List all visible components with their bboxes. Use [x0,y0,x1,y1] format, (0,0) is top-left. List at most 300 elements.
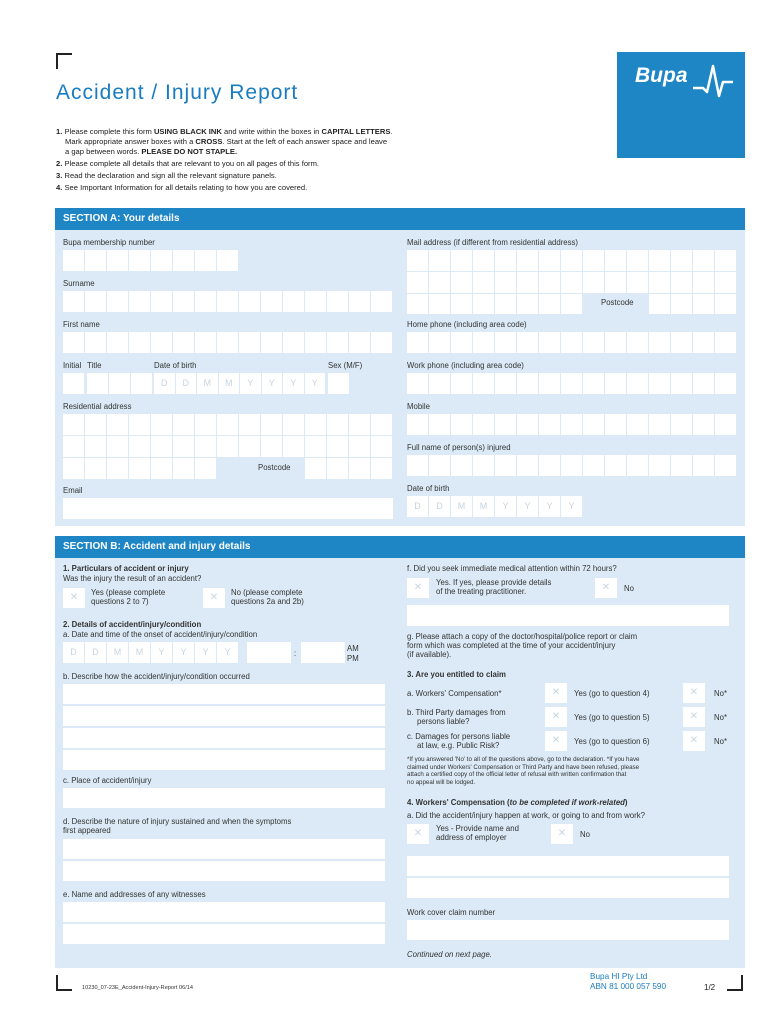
q2e-label: e. Name and addresses of any witnesses [63,890,206,899]
char-cell[interactable] [85,291,107,312]
page-title: Accident / Injury Report [56,81,299,104]
char-cell[interactable] [429,455,451,476]
char-cell[interactable] [561,414,583,435]
char-cell[interactable] [85,458,107,479]
char-cell[interactable] [649,272,671,293]
q2b-line-4[interactable] [63,750,385,770]
q2b-line-3[interactable] [63,728,385,748]
char-cell[interactable] [451,272,473,293]
q3b-no-checkbox[interactable]: ✕ [683,707,705,727]
char-cell[interactable] [283,436,305,457]
char-cell[interactable] [561,250,583,271]
sex-label: Sex (M/F) [328,361,363,370]
char-cell[interactable] [195,332,217,353]
char-cell[interactable] [671,455,693,476]
char-cell[interactable] [561,455,583,476]
q1-no-label: No (please complete questions 2a and 2b) [231,588,304,606]
char-cell[interactable]: Y [539,496,561,517]
char-cell[interactable] [561,332,583,353]
q4-yes-label: Yes - Provide name and address of employer [436,824,519,842]
char-cell[interactable] [239,436,261,457]
char-cell[interactable] [107,332,129,353]
char-cell[interactable]: Y [151,642,173,663]
mail-address-line-3[interactable] [407,294,583,314]
char-cell[interactable] [217,436,239,457]
residential-address-line-2[interactable] [63,436,393,457]
q2b-line-2[interactable] [63,706,385,726]
char-cell[interactable] [627,250,649,271]
home-phone-label: Home phone (including area code) [407,320,527,329]
brand-name: Bupa [635,64,688,87]
char-cell[interactable] [473,294,495,314]
char-cell[interactable] [671,250,693,271]
char-cell[interactable] [305,458,327,479]
char-cell[interactable] [715,373,737,394]
section-a-body [55,230,745,526]
char-cell[interactable] [261,332,283,353]
char-cell[interactable]: Y [283,373,305,394]
char-cell[interactable] [283,291,305,312]
char-cell[interactable]: Y [561,496,583,517]
char-cell[interactable] [63,414,85,435]
char-cell[interactable] [217,414,239,435]
char-cell[interactable] [649,414,671,435]
char-cell[interactable]: D [63,642,85,663]
char-cell[interactable] [349,291,371,312]
char-cell[interactable] [407,272,429,293]
q3b-no-label: No* [714,713,728,722]
char-cell[interactable] [327,332,349,353]
char-cell[interactable] [107,250,129,271]
char-cell[interactable] [473,250,495,271]
work-phone-label: Work phone (including area code) [407,361,524,370]
char-cell[interactable] [605,332,627,353]
char-cell[interactable] [239,414,261,435]
char-cell[interactable] [349,436,371,457]
q2c-field[interactable] [63,788,385,808]
time-minutes-field[interactable] [301,642,345,663]
char-cell[interactable] [151,458,173,479]
am-label: AM [347,644,359,653]
char-cell[interactable] [371,332,393,353]
surname-field[interactable] [63,291,393,312]
char-cell[interactable] [129,436,151,457]
injured-name-field[interactable] [407,455,737,476]
email-label: Email [63,486,83,495]
char-cell[interactable]: Y [195,642,217,663]
char-cell[interactable] [627,272,649,293]
q4a-label: a. Did the accident/injury happen at work, or going to and from work? [407,811,645,820]
q1-title: 1. Particulars of accident or injury [63,564,189,573]
pm-label: PM [347,654,359,663]
home-phone-field[interactable] [407,332,737,353]
char-cell[interactable] [715,250,737,271]
sex-field[interactable] [328,373,350,394]
char-cell[interactable] [649,455,671,476]
residential-address-line-3[interactable] [63,458,217,479]
instruction-3: 3. Read the declaration and sign all the relevant signature panels. [56,171,277,180]
char-cell[interactable] [605,414,627,435]
char-cell[interactable] [85,332,107,353]
q2e-line-1[interactable] [63,902,385,922]
char-cell[interactable] [327,436,349,457]
char-cell[interactable] [195,458,217,479]
char-cell[interactable] [671,373,693,394]
bupa-logo [617,52,745,158]
q3b-yes-checkbox[interactable]: ✕ [545,707,567,727]
char-cell[interactable] [429,250,451,271]
employer-line-2[interactable] [407,878,729,898]
char-cell[interactable] [407,455,429,476]
char-cell[interactable]: Y [173,642,195,663]
char-cell[interactable] [283,332,305,353]
char-cell[interactable] [87,373,109,394]
char-cell[interactable] [451,332,473,353]
char-cell[interactable] [561,294,583,314]
char-cell[interactable]: M [129,642,151,663]
q2e-line-2[interactable] [63,924,385,944]
char-cell[interactable] [649,332,671,353]
q2f-yes-label: Yes. If yes, please provide details of the treating practitioner. [436,578,552,596]
char-cell[interactable] [327,458,349,479]
char-cell[interactable] [195,414,217,435]
char-cell[interactable] [305,436,327,457]
char-cell[interactable] [173,458,195,479]
time-colon: : [294,649,297,658]
char-cell[interactable] [539,294,561,314]
char-cell[interactable] [627,414,649,435]
char-cell[interactable] [63,291,85,312]
char-cell[interactable] [693,294,715,314]
char-cell[interactable] [261,436,283,457]
char-cell[interactable] [715,332,737,353]
char-cell[interactable] [305,291,327,312]
char-cell[interactable] [151,332,173,353]
char-cell[interactable]: Y [495,496,517,517]
char-cell[interactable] [517,332,539,353]
char-cell[interactable] [605,250,627,271]
char-cell[interactable] [715,294,737,314]
accident-date-field[interactable] [63,642,239,663]
char-cell[interactable] [451,294,473,314]
char-cell[interactable] [63,250,85,271]
char-cell[interactable] [539,250,561,271]
char-cell[interactable] [561,373,583,394]
char-cell[interactable] [407,250,429,271]
char-cell[interactable] [583,373,605,394]
char-cell[interactable] [63,332,85,353]
char-cell[interactable] [173,414,195,435]
residential-address-line-1[interactable] [63,414,393,435]
char-cell[interactable] [429,332,451,353]
char-cell[interactable] [473,373,495,394]
footer-company: Bupa HI Pty Ltd [590,972,648,981]
title-label: Title [87,361,102,370]
q2d-line-1[interactable] [63,839,385,859]
char-cell[interactable] [583,332,605,353]
char-cell[interactable] [671,414,693,435]
instruction-4: 4. See Important Information for all details relating to how you are covered. [56,183,308,192]
char-cell[interactable] [473,272,495,293]
char-cell[interactable] [693,250,715,271]
char-cell[interactable] [305,332,327,353]
q3c-no-checkbox[interactable]: ✕ [683,731,705,751]
q3c-no-label: No* [714,737,728,746]
char-cell[interactable] [539,272,561,293]
char-cell[interactable] [451,250,473,271]
char-cell[interactable] [407,332,429,353]
q2f-yes-checkbox[interactable]: ✕ [407,578,429,598]
char-cell[interactable] [151,436,173,457]
q1-yes-label: Yes (please complete questions 2 to 7) [91,588,166,606]
char-cell[interactable] [495,272,517,293]
char-cell[interactable] [63,373,85,394]
mail-address-line-1[interactable] [407,250,737,271]
mail-postcode-field[interactable] [649,294,737,314]
char-cell[interactable] [129,332,151,353]
char-cell[interactable] [173,436,195,457]
char-cell[interactable] [195,250,217,271]
char-cell[interactable] [349,414,371,435]
char-cell[interactable]: Y [217,642,239,663]
char-cell[interactable] [151,414,173,435]
char-cell[interactable] [451,414,473,435]
char-cell[interactable] [239,332,261,353]
char-cell[interactable] [217,332,239,353]
section-b-body [55,558,745,968]
char-cell[interactable] [649,294,671,314]
char-cell[interactable]: Y [517,496,539,517]
char-cell[interactable] [327,291,349,312]
char-cell[interactable] [217,291,239,312]
char-cell[interactable] [451,373,473,394]
char-cell[interactable]: M [107,642,129,663]
first-name-label: First name [63,320,100,329]
char-cell[interactable] [473,455,495,476]
char-cell[interactable]: D [85,642,107,663]
q4-title: 4. Workers' Compensation (to be completed if work-related) [407,798,628,807]
char-cell[interactable] [671,332,693,353]
char-cell[interactable] [517,455,539,476]
q1-yes-checkbox[interactable]: ✕ [63,588,85,608]
char-cell[interactable] [495,373,517,394]
char-cell[interactable] [693,373,715,394]
char-cell[interactable] [195,436,217,457]
mail-address-label: Mail address (if different from residential address) [407,238,579,247]
instruction-2: 2. Please complete all details that are relevant to you on all pages of this form. [56,159,320,168]
char-cell[interactable] [407,414,429,435]
char-cell[interactable]: Y [262,373,284,394]
char-cell[interactable] [495,332,517,353]
mobile-field[interactable] [407,414,737,435]
initial-field[interactable] [63,373,85,394]
char-cell[interactable] [429,294,451,314]
char-cell[interactable]: Y [240,373,262,394]
char-cell[interactable] [239,291,261,312]
char-cell[interactable] [129,414,151,435]
work-phone-field[interactable] [407,373,737,394]
injured-dob-field[interactable] [407,496,583,517]
char-cell[interactable] [495,294,517,314]
char-cell[interactable] [85,436,107,457]
char-cell[interactable] [107,291,129,312]
char-cell[interactable] [151,250,173,271]
char-cell[interactable] [407,373,429,394]
char-cell[interactable] [517,373,539,394]
char-cell[interactable] [85,250,107,271]
char-cell[interactable] [627,373,649,394]
char-cell[interactable] [173,332,195,353]
char-cell[interactable] [561,272,583,293]
char-cell[interactable] [495,455,517,476]
email-field[interactable] [63,498,393,519]
char-cell[interactable] [327,414,349,435]
char-cell[interactable] [349,458,371,479]
char-cell[interactable] [305,414,327,435]
char-cell[interactable] [129,291,151,312]
char-cell[interactable] [627,455,649,476]
mail-postcode-label: Postcode [601,298,634,307]
char-cell[interactable] [583,455,605,476]
char-cell[interactable] [517,250,539,271]
mail-address-line-2[interactable] [407,272,737,293]
char-cell[interactable] [371,414,393,435]
char-cell[interactable] [107,458,129,479]
char-cell[interactable] [407,294,429,314]
char-cell[interactable] [261,291,283,312]
q3c-yes-checkbox[interactable]: ✕ [545,731,567,751]
char-cell[interactable]: M [197,373,219,394]
char-cell[interactable] [495,250,517,271]
char-cell[interactable] [349,332,371,353]
char-cell[interactable] [63,436,85,457]
q4-yes-checkbox[interactable]: ✕ [407,824,429,844]
char-cell[interactable]: D [429,496,451,517]
char-cell[interactable] [715,272,737,293]
postcode-field[interactable] [305,458,393,479]
char-cell[interactable] [539,414,561,435]
char-cell[interactable] [693,414,715,435]
char-cell[interactable] [63,458,85,479]
q2f-label: f. Did you seek immediate medical attention within 72 hours? [407,564,617,573]
char-cell[interactable] [627,332,649,353]
dob-label: Date of birth [154,361,197,370]
char-cell[interactable] [671,272,693,293]
char-cell[interactable] [131,373,153,394]
char-cell[interactable] [173,291,195,312]
q2f-details-field[interactable] [407,605,729,626]
instructions: 1. Please complete this form USING BLACK INK and write within the boxes in CAPITAL LETTERS. Mark appropriate answer boxes with a CROSS. Start at the left of each answer space and leave a gap between words. PLEASE DO NOT STAPLE. 2. Please complete all details that are relevant to you on all pages of this form. 3. Read the declaration and sign all the relevant signature panels. 4. See Important Information for all details relating to how you are covered. [56,127,536,193]
char-cell[interactable]: D [154,373,176,394]
employer-line-1[interactable] [407,856,729,876]
q2g-label: g. Please attach a copy of the doctor/hospital/police report or claim form which was completed at the time of your accident/injury (if available). [407,632,638,659]
q4-no-checkbox[interactable]: ✕ [551,824,573,844]
char-cell[interactable] [371,458,393,479]
char-cell[interactable] [85,414,107,435]
char-cell[interactable] [107,436,129,457]
char-cell[interactable] [693,272,715,293]
char-cell[interactable] [473,414,495,435]
char-cell[interactable] [107,414,129,435]
char-cell[interactable]: D [407,496,429,517]
char-cell[interactable] [283,414,305,435]
char-cell[interactable] [583,250,605,271]
q2b-line-1[interactable] [63,684,385,704]
char-cell[interactable] [539,455,561,476]
continued-note: Continued on next page. [407,950,492,959]
char-cell[interactable] [371,291,393,312]
q2f-no-checkbox[interactable]: ✕ [595,578,617,598]
char-cell[interactable] [451,455,473,476]
char-cell[interactable] [693,455,715,476]
heartbeat-icon [693,62,733,98]
char-cell[interactable]: Y [305,373,327,394]
char-cell[interactable] [217,250,239,271]
char-cell[interactable] [671,294,693,314]
char-cell[interactable] [649,373,671,394]
char-cell[interactable] [715,414,737,435]
char-cell[interactable] [539,332,561,353]
char-cell[interactable] [693,332,715,353]
q3a-yes-checkbox[interactable]: ✕ [545,683,567,703]
residential-address-label: Residential address [63,402,132,411]
char-cell[interactable] [517,272,539,293]
char-cell[interactable] [605,272,627,293]
char-cell[interactable] [473,332,495,353]
char-cell[interactable] [495,414,517,435]
q3a-no-checkbox[interactable]: ✕ [683,683,705,703]
char-cell[interactable] [129,250,151,271]
char-cell[interactable] [715,455,737,476]
char-cell[interactable] [429,272,451,293]
char-cell[interactable] [605,373,627,394]
char-cell[interactable] [195,291,217,312]
char-cell[interactable]: D [176,373,198,394]
q2d-line-2[interactable] [63,861,385,881]
char-cell[interactable] [328,373,350,394]
q1-no-checkbox[interactable]: ✕ [203,588,225,608]
char-cell[interactable] [261,414,283,435]
char-cell[interactable] [649,250,671,271]
char-cell[interactable] [109,373,131,394]
char-cell[interactable] [583,414,605,435]
q3-title: 3. Are you entitled to claim [407,670,506,679]
title-field[interactable] [87,373,153,394]
first-name-field[interactable] [63,332,393,353]
char-cell[interactable] [583,272,605,293]
dob-field[interactable] [154,373,326,394]
char-cell[interactable]: M [451,496,473,517]
char-cell[interactable] [129,458,151,479]
char-cell[interactable] [371,436,393,457]
char-cell[interactable] [429,373,451,394]
q2-title: 2. Details of accident/injury/condition [63,620,202,629]
char-cell[interactable] [517,294,539,314]
char-cell[interactable] [539,373,561,394]
char-cell[interactable]: M [219,373,241,394]
workcover-field[interactable] [407,920,729,940]
char-cell[interactable] [429,414,451,435]
char-cell[interactable] [151,291,173,312]
char-cell[interactable]: M [473,496,495,517]
char-cell[interactable] [517,414,539,435]
time-hours-field[interactable] [247,642,291,663]
membership-label: Bupa membership number [63,238,155,247]
page-number: 1/2 [704,983,716,992]
char-cell[interactable] [173,250,195,271]
char-cell[interactable] [605,455,627,476]
membership-number-field[interactable] [63,250,239,271]
